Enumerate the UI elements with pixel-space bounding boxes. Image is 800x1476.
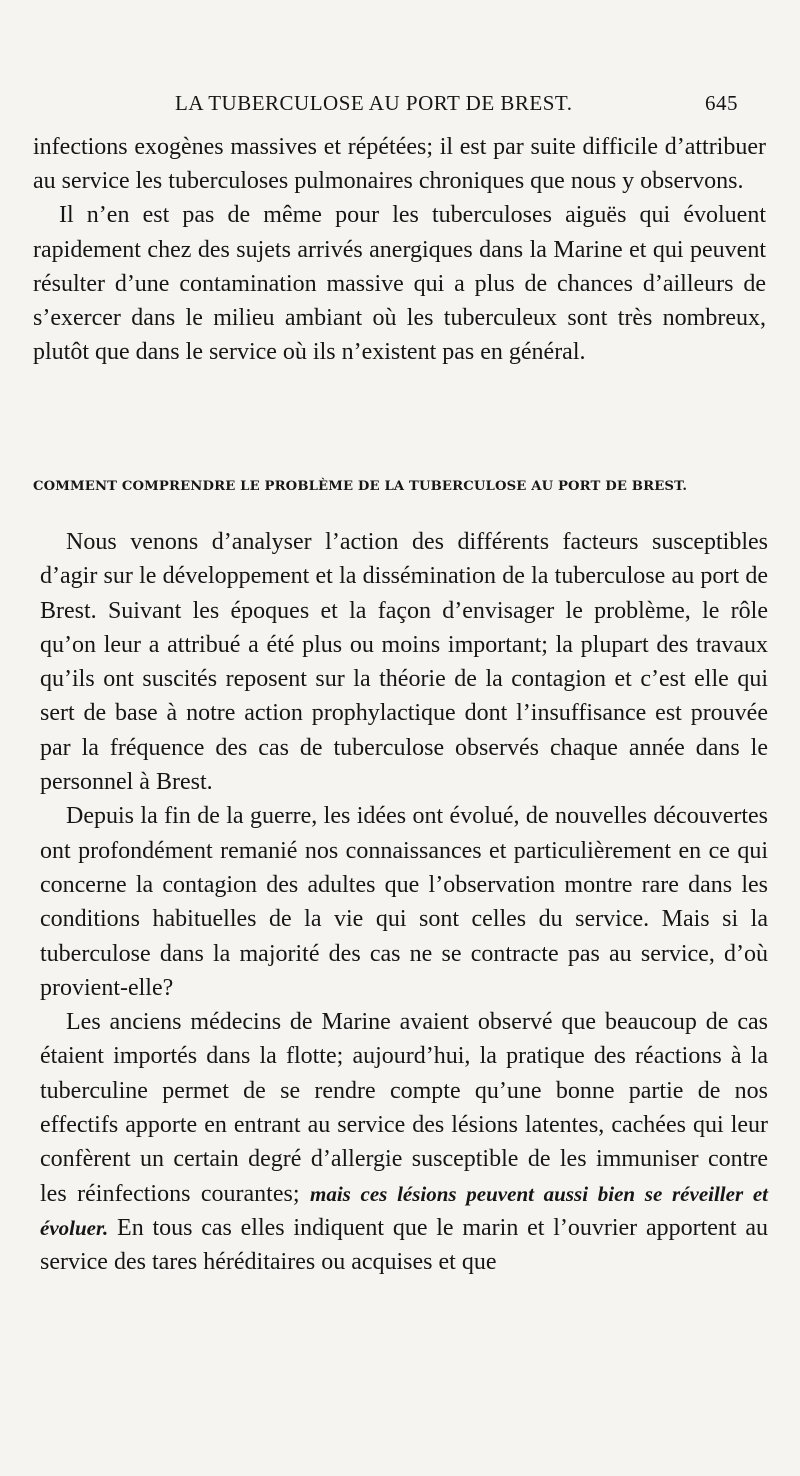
paragraph: Depuis la fin de la guerre, les idées ont évolué, de nouvelles découvertes ont profondément remanié nos connaissances et particulièrement en ce qui concerne la contagion des adultes que l’observation montre rare dans les conditions habituelles de la vie qui sont celles du service. Mais si la tuberculose dans la majorité des cas ne se contracte pas au service, d’où provient-elle? — [40, 803, 768, 1001]
text-block-section — [40, 525, 768, 1280]
paragraph-continued: infections exogènes massives et répétées; il est par suite difficile d’attribuer au service les tuberculoses pulmonaires chroniques que nous y observons. — [33, 134, 766, 195]
emphasized-text: mais ces lésions peuvent aussi bien se réveiller et évoluer. — [40, 1181, 769, 1240]
section-heading: COMMENT COMPRENDRE LE PROBLÈME DE LA TUBERCULOSE AU PORT DE BREST. — [33, 479, 688, 494]
paragraph-last — [40, 1005, 768, 1279]
paragraph: Il n’en est pas de même pour les tuberculoses aiguës qui évoluent rapidement chez des sujets arrivés anergiques dans la Marine et qui peuvent résulter d’une contamination massive qui a plus de chances d’ailleurs de s’exercer dans le milieu ambiant où les tuberculeux sont très nombreux, plutôt que dans le service où ils n’existent pas en général. — [33, 202, 766, 366]
paragraph-text: Les anciens médecins de Marine avaient observé que beaucoup de cas étaient importés dans la flotte; aujourd’hui, la pratique des réactions à la tuberculine permet de se rendre compte qu’une bonne partie de nos effectifs apporte en entrant au service des lésions latentes, cachées qui leur confèrent un certain degré d’allergie susceptible de les immuniser contre les réinfections courantes; — [40, 1009, 768, 1207]
paragraph-text: En tous cas elles indiquent que le marin et l’ouvrier apportent au service des tares héréditaires ou acquises et que — [40, 1214, 768, 1276]
paragraph: Nous venons d’analyser l’action des différents facteurs susceptibles d’agir sur le développement et la dissémination de la tuberculose au port de Brest. Suivant les époques et la façon d’envisager le problème, le rôle qu’on leur a attribué a été plus ou moins important; la plupart des travaux qu’ils ont suscités reposent sur la théorie de la contagion et c’est elle qui sert de base à notre action prophylactique dont l’insuffisance est prouvée par la fréquence des cas de tuberculose observés chaque année dans le personnel à Brest. — [40, 529, 768, 796]
running-title: LA TUBERCULOSE AU PORT DE BREST. — [175, 91, 573, 115]
page-header — [0, 91, 800, 121]
page-number: 645 — [705, 91, 738, 115]
text-block-top — [33, 130, 766, 369]
